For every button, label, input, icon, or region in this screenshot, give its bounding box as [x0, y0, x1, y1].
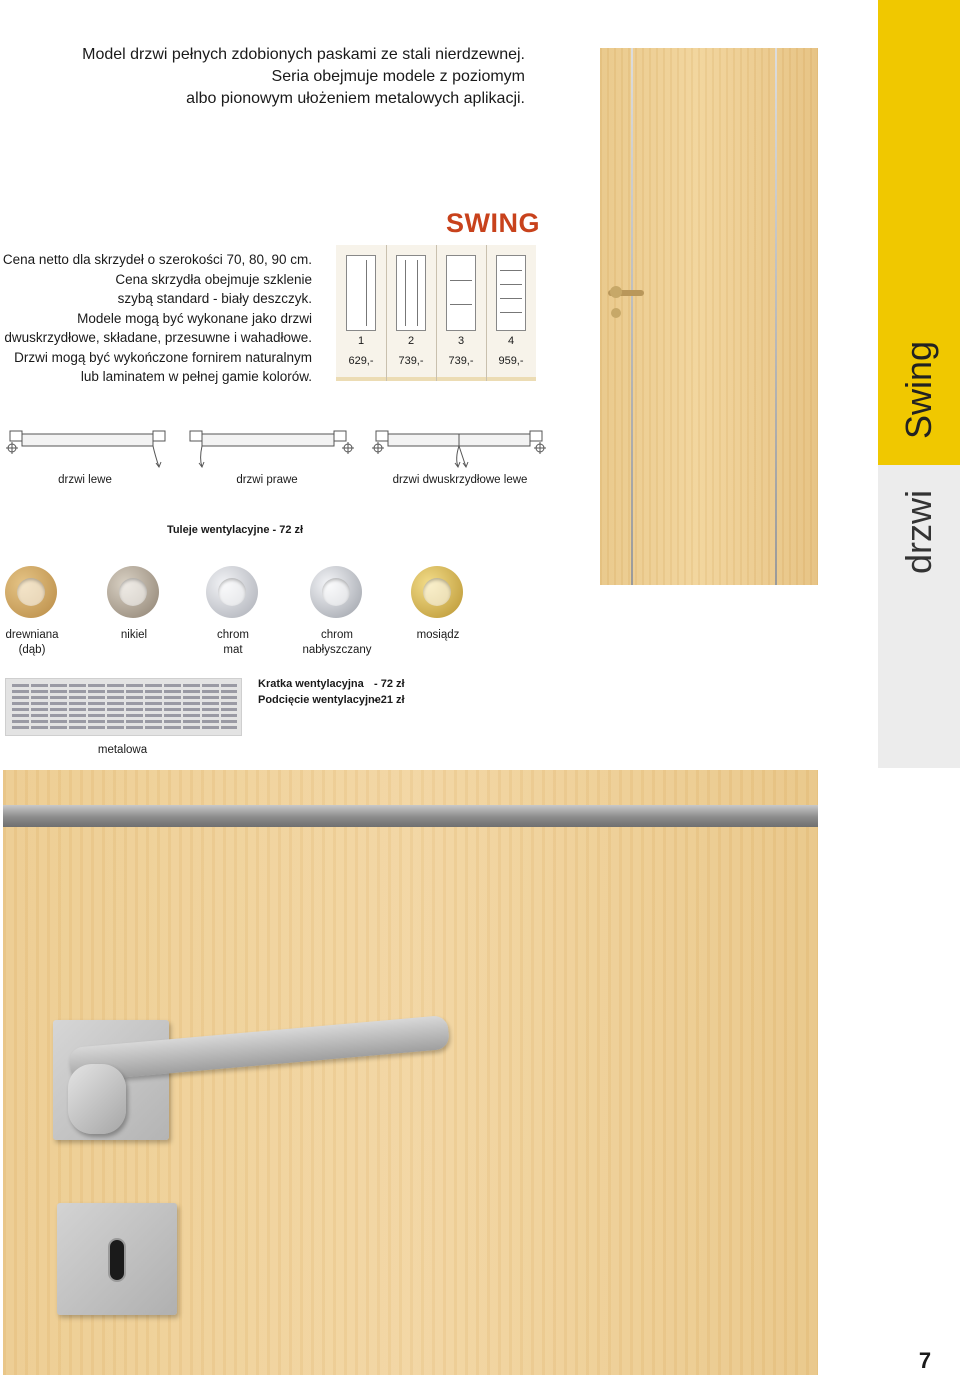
- sleeve-nickel-icon: [107, 566, 159, 618]
- description-line: Modele mogą być wykonane jako drzwi: [77, 310, 312, 326]
- model-2-door-icon: [396, 255, 426, 331]
- keyhole-icon: [108, 1238, 126, 1282]
- right-door-label: drzwi prawe: [236, 474, 298, 486]
- model-price: 739,-: [398, 355, 424, 367]
- vent-grille-image: [5, 678, 242, 736]
- grille-price: - 72 zł: [374, 678, 405, 690]
- model-1-door-icon: [346, 255, 376, 331]
- model-number: 2: [407, 335, 415, 347]
- model-price: 959,-: [498, 355, 524, 367]
- sleeve-label-line: nikiel: [120, 629, 148, 641]
- undercut-price: - 21 zł: [374, 694, 405, 706]
- intro-text: [60, 44, 525, 110]
- sleeve-label-line: chrom: [217, 629, 249, 641]
- description-line: szybą standard - biały deszczyk.: [117, 291, 312, 306]
- page-number: 7: [918, 1348, 932, 1373]
- sleeve-polished-chrome-icon: [310, 566, 362, 618]
- intro-line: Seria obejmuje modele z poziomym: [271, 68, 525, 85]
- handle-grip-icon: [68, 1064, 126, 1134]
- description: [0, 250, 312, 387]
- door-rose-icon: [610, 286, 622, 298]
- model-table: [336, 245, 536, 381]
- grille-label: metalowa: [97, 744, 148, 756]
- sleeve-label-line: (dąb): [18, 644, 46, 656]
- door-steel-strip: [775, 48, 777, 585]
- sleeve-label-line: chrom: [321, 629, 353, 641]
- undercut-name: Podcięcie wentylacyjne: [258, 694, 381, 706]
- sleeve-wood-icon: [5, 566, 57, 618]
- sleeve-label-line: mosiądz: [416, 629, 460, 641]
- sleeve-matte-chrome-icon: [206, 566, 258, 618]
- sidebar-title-drzwi: drzwi: [898, 489, 939, 575]
- grille-name: Kratka wentylacyjna: [258, 678, 364, 690]
- model-price: 739,-: [448, 355, 474, 367]
- model-number: 4: [507, 335, 515, 347]
- swing-title: SWING: [446, 208, 540, 238]
- closeup-steel-strip: [3, 805, 818, 827]
- description-line: Drzwi mogą być wykończone fornirem naturalnym: [14, 349, 312, 365]
- double-door-label: drzwi dwuskrzydłowe lewe: [392, 474, 528, 486]
- description-line: dwuskrzydłowe, składane, przesuwne i wahadłowe.: [4, 330, 312, 345]
- description-line: Cena skrzydła obejmuje szklenie: [115, 271, 312, 287]
- sleeve-label: [292, 628, 382, 658]
- description-line: Cena netto dla skrzydeł o szerokości 70, 80, 90 cm.: [2, 252, 312, 267]
- sidebar-title-swing: Swing: [898, 340, 939, 440]
- sleeve-label-line: nabłyszczany: [302, 644, 372, 656]
- sleeve-label: [393, 628, 483, 643]
- description-line: lub laminatem w pełnej gamie kolorów.: [80, 369, 312, 384]
- model-4-door-icon: [496, 255, 526, 331]
- model-price: 629,-: [348, 355, 374, 367]
- left-door-label: drzwi lewe: [58, 474, 112, 486]
- sleeve-label: [188, 628, 278, 658]
- sleeve-label: [0, 628, 77, 658]
- sleeve-brass-icon: [411, 566, 463, 618]
- door-photo: [600, 48, 818, 585]
- intro-line: Model drzwi pełnych zdobionych paskami ze stali nierdzewnej.: [82, 46, 525, 63]
- right-door-diagram: [182, 425, 362, 470]
- intro-line: albo pionowym ułożeniem metalowych aplikacji.: [186, 90, 525, 107]
- sleeve-label: [89, 628, 179, 643]
- door-keyhole-icon: [611, 308, 621, 318]
- double-door-diagram: [370, 425, 550, 470]
- sleeves-title: Tuleje wentylacyjne - 72 zł: [166, 524, 304, 536]
- door-steel-strip: [631, 48, 633, 585]
- sleeve-label-line: drewniana: [5, 629, 59, 641]
- model-3-door-icon: [446, 255, 476, 331]
- sleeve-label-line: mat: [223, 644, 243, 656]
- model-number: 1: [357, 335, 365, 347]
- model-number: 3: [457, 335, 465, 347]
- left-door-diagram: [5, 425, 175, 470]
